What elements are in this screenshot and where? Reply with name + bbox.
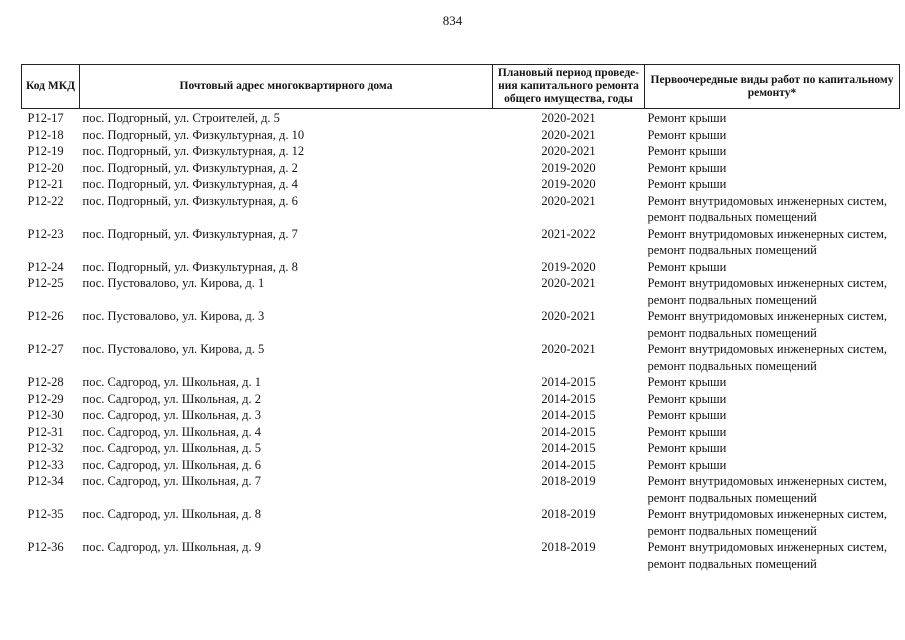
cell-works <box>645 127 900 144</box>
table-row <box>22 308 900 341</box>
works-line: Ремонт внутридомовых инженерных систем, <box>647 226 888 241</box>
cell-period: 2020-2021 <box>541 193 596 208</box>
works-line: ремонт подвальных помещений <box>647 358 817 373</box>
table-row <box>22 341 900 374</box>
table-body <box>22 109 900 573</box>
cell-works <box>645 341 900 374</box>
cell-address: пос. Пустовалово, ул. Кирова, д. 1 <box>82 276 265 290</box>
cell-code: Р12-28 <box>27 375 64 389</box>
cell-address: пос. Садгород, ул. Школьная, д. 8 <box>82 507 261 521</box>
cell-period: 2020-2021 <box>541 309 596 323</box>
cell-works <box>645 193 900 226</box>
works-line: Ремонт внутридомовых инженерных систем, <box>647 276 888 290</box>
works-line: Ремонт крыши <box>647 259 727 274</box>
table-header-row <box>22 65 900 109</box>
works-line: Ремонт крыши <box>647 457 727 472</box>
cell-works <box>645 160 900 177</box>
works-line: ремонт подвальных помещений <box>647 210 817 224</box>
works-line: ремонт подвальных помещений <box>647 243 817 257</box>
cell-code: Р12-30 <box>27 408 64 422</box>
table-row <box>22 424 900 441</box>
table-row <box>22 143 900 160</box>
cell-period: 2019-2020 <box>541 259 596 274</box>
table-row <box>22 506 900 539</box>
table-row <box>22 440 900 457</box>
repair-schedule-table <box>21 64 900 572</box>
cell-period: 2018-2019 <box>541 474 596 488</box>
table-row <box>22 374 900 391</box>
cell-period: 2018-2019 <box>541 507 596 521</box>
cell-period: 2020-2021 <box>541 276 596 290</box>
works-line: Ремонт внутридомовых инженерных систем, <box>647 342 888 356</box>
header-works: Первоочередные виды работ по капитальному ремонту* <box>645 65 900 109</box>
cell-code: Р12-22 <box>27 193 64 208</box>
works-line: Ремонт крыши <box>647 160 727 175</box>
cell-period: 2019-2020 <box>541 160 596 175</box>
table-row <box>22 176 900 193</box>
cell-address: пос. Подгорный, ул. Строителей, д. 5 <box>82 111 280 125</box>
cell-works <box>645 407 900 424</box>
cell-address: пос. Пустовалово, ул. Кирова, д. 3 <box>82 309 265 323</box>
cell-code: Р12-23 <box>27 226 64 241</box>
cell-works <box>645 457 900 474</box>
cell-code: Р12-26 <box>27 309 64 323</box>
works-line: ремонт подвальных помещений <box>647 556 817 571</box>
cell-works <box>645 440 900 457</box>
works-line: ремонт подвальных помещений <box>647 325 817 340</box>
cell-code: Р12-29 <box>27 391 64 406</box>
works-line: Ремонт внутридомовых инженерных систем, <box>647 193 888 208</box>
table-row <box>22 259 900 276</box>
works-line: Ремонт крыши <box>647 177 727 191</box>
cell-works <box>645 473 900 506</box>
cell-address: пос. Садгород, ул. Школьная, д. 1 <box>82 375 261 389</box>
cell-period: 2014-2015 <box>541 375 596 389</box>
cell-works <box>645 539 900 572</box>
cell-period: 2020-2021 <box>541 127 596 142</box>
cell-period: 2018-2019 <box>541 540 596 554</box>
cell-works <box>645 176 900 193</box>
cell-period: 2014-2015 <box>541 408 596 422</box>
table-row <box>22 407 900 424</box>
cell-code: Р12-31 <box>27 424 64 439</box>
header-address: Почтовый адрес многоквартирного дома <box>80 65 493 109</box>
cell-period: 2014-2015 <box>541 391 596 406</box>
cell-code: Р12-19 <box>27 144 64 158</box>
cell-code: Р12-36 <box>27 540 64 554</box>
cell-works <box>645 374 900 391</box>
works-line: Ремонт крыши <box>647 408 727 422</box>
cell-address: пос. Садгород, ул. Школьная, д. 7 <box>82 474 261 488</box>
cell-address: пос. Подгорный, ул. Физкультурная, д. 6 <box>82 193 298 208</box>
cell-code: Р12-33 <box>27 457 64 472</box>
cell-period: 2020-2021 <box>541 111 596 125</box>
cell-code: Р12-34 <box>27 474 64 488</box>
works-line: ремонт подвальных помещений <box>647 490 817 505</box>
cell-works <box>645 308 900 341</box>
works-line: Ремонт крыши <box>647 424 727 439</box>
header-code: Код МКД <box>22 65 80 109</box>
header-period: Плановый период проведе-ния капитального ремонта общего имущества, годы <box>493 65 645 109</box>
works-line: Ремонт крыши <box>647 375 727 389</box>
cell-code: Р12-35 <box>27 507 64 521</box>
table-row <box>22 226 900 259</box>
cell-works <box>645 259 900 276</box>
cell-address: пос. Подгорный, ул. Физкультурная, д. 12 <box>82 144 305 158</box>
cell-address: пос. Садгород, ул. Школьная, д. 6 <box>82 457 261 472</box>
table-row <box>22 457 900 474</box>
cell-period: 2014-2015 <box>541 424 596 439</box>
cell-works <box>645 226 900 259</box>
works-line: Ремонт крыши <box>647 111 727 125</box>
cell-period: 2019-2020 <box>541 177 596 191</box>
cell-address: пос. Подгорный, ул. Физкультурная, д. 8 <box>82 259 298 274</box>
cell-address: пос. Подгорный, ул. Физкультурная, д. 2 <box>82 160 298 175</box>
cell-works <box>645 275 900 308</box>
works-line: Ремонт крыши <box>647 144 727 158</box>
cell-works <box>645 506 900 539</box>
cell-works <box>645 424 900 441</box>
works-line: Ремонт крыши <box>647 391 727 406</box>
cell-works <box>645 391 900 408</box>
cell-address: пос. Садгород, ул. Школьная, д. 2 <box>82 391 261 406</box>
table-row <box>22 391 900 408</box>
table-row <box>22 110 900 127</box>
cell-code: Р12-17 <box>27 111 64 125</box>
cell-period: 2020-2021 <box>541 144 596 158</box>
cell-works <box>645 143 900 160</box>
works-line: Ремонт внутридомовых инженерных систем, <box>647 507 888 521</box>
table-row <box>22 160 900 177</box>
table-row <box>22 127 900 144</box>
cell-address: пос. Подгорный, ул. Физкультурная, д. 7 <box>82 226 298 241</box>
cell-period: 2021-2022 <box>541 226 596 241</box>
works-line: Ремонт крыши <box>647 441 727 455</box>
cell-code: Р12-27 <box>27 342 64 356</box>
cell-address: пос. Садгород, ул. Школьная, д. 4 <box>82 424 261 439</box>
works-line: ремонт подвальных помещений <box>647 523 817 538</box>
cell-code: Р12-18 <box>27 127 64 142</box>
cell-period: 2014-2015 <box>541 457 596 472</box>
page-number: 834 <box>442 13 463 28</box>
cell-address: пос. Подгорный, ул. Физкультурная, д. 10 <box>82 127 305 142</box>
cell-address: пос. Садгород, ул. Школьная, д. 3 <box>82 408 261 422</box>
works-line: Ремонт внутридомовых инженерных систем, <box>647 309 888 323</box>
cell-code: Р12-24 <box>27 259 64 274</box>
table-row <box>22 193 900 226</box>
table-row <box>22 539 900 572</box>
works-line: ремонт подвальных помещений <box>647 292 817 307</box>
table-row <box>22 473 900 506</box>
cell-code: Р12-21 <box>27 177 64 191</box>
works-line: Ремонт внутридомовых инженерных систем, <box>647 474 888 488</box>
cell-period: 2020-2021 <box>541 342 596 356</box>
cell-address: пос. Садгород, ул. Школьная, д. 5 <box>82 441 261 455</box>
cell-address: пос. Садгород, ул. Школьная, д. 9 <box>82 540 261 554</box>
works-line: Ремонт внутридомовых инженерных систем, <box>647 540 888 554</box>
cell-works <box>645 110 900 127</box>
works-line: Ремонт крыши <box>647 127 727 142</box>
cell-address: пос. Пустовалово, ул. Кирова, д. 5 <box>82 342 265 356</box>
cell-code: Р12-32 <box>27 441 64 455</box>
cell-code: Р12-25 <box>27 276 64 290</box>
cell-period: 2014-2015 <box>541 441 596 455</box>
cell-code: Р12-20 <box>27 160 64 175</box>
table-row <box>22 275 900 308</box>
cell-address: пос. Подгорный, ул. Физкультурная, д. 4 <box>82 177 298 191</box>
